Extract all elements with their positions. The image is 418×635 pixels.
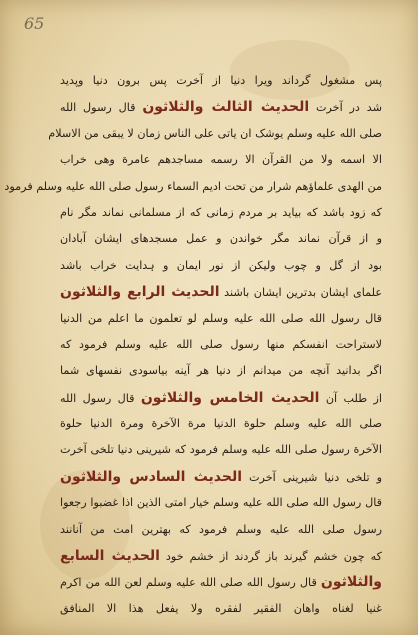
text-line bbox=[60, 358, 382, 384]
text-line bbox=[60, 94, 382, 120]
body-text: غنیا لغناه واهان الفقیر لفقره ولا یفعل هذا الا المنافق bbox=[60, 601, 382, 615]
body-text: رسول صلی الله علیه وسلم فرمود که بهترین امت من آنانند bbox=[60, 522, 382, 536]
text-line bbox=[60, 490, 382, 516]
body-text: علمای ایشان بدترین ایشان باشند bbox=[219, 286, 383, 300]
rubric-heading: الحدیث الرابع والثلاثون bbox=[60, 284, 220, 301]
body-text: قال رسول الله صلی الله علیه وسلم لو تعلمون ما اعلم من الدنیا bbox=[60, 311, 382, 325]
text-line bbox=[60, 226, 382, 252]
body-text: قال رسول الله صلی الله علیه وسلم لعن الله من اکرم bbox=[60, 576, 321, 590]
text-line bbox=[60, 596, 382, 622]
rubric-heading: الحدیث السابع bbox=[60, 548, 160, 565]
body-text: پس مشغول گرداند ویرا دنیا از آخرت پس برون دنیا وپدید bbox=[60, 74, 382, 87]
text-line bbox=[60, 569, 382, 595]
text-line bbox=[60, 253, 382, 279]
body-text: الآخرة رسول صلی الله علیه وسلم فرمود که شیرینی دنیا تلخی آخرت bbox=[60, 443, 382, 457]
body-text: قال رسول الله bbox=[60, 101, 143, 115]
manuscript-text-block bbox=[4, 68, 383, 622]
text-line bbox=[60, 147, 382, 173]
folio-number: 65 bbox=[24, 14, 45, 33]
text-line bbox=[60, 464, 382, 490]
text-line bbox=[60, 437, 382, 463]
body-text: قال رسول الله bbox=[60, 391, 141, 405]
body-text: اگر بدانید آنچه من میدانم از دنیا هر آینه بیاسودی نفسهای شما bbox=[60, 364, 382, 378]
text-line bbox=[60, 385, 382, 411]
rubric-heading: الحدیث السادس والثلاثون bbox=[60, 468, 243, 485]
text-line bbox=[60, 68, 382, 94]
text-line bbox=[60, 543, 382, 569]
body-text: صلی الله علیه وسلم حلوة الدنیا مرة الآخرة ومرة الدنیا حلوة bbox=[60, 417, 382, 431]
rubric-heading: الحدیث الثالث والثلاثون bbox=[142, 99, 310, 116]
body-text: از طلب آن bbox=[319, 391, 382, 405]
body-text: صلی الله علیه وسلم یوشک ان یاتی علی الناس زمان لا یبقی من الاسلام bbox=[48, 126, 382, 140]
text-line bbox=[60, 279, 382, 305]
text-line bbox=[60, 411, 382, 437]
body-text: قال رسول الله صلی الله علیه وسلم خیار امتی الذین اذا غضبوا رجعوا bbox=[60, 496, 382, 510]
body-text: که زود باشد که بیاید بر مردم زمانی که از مسلمانی نماند مگر نام bbox=[60, 205, 382, 219]
body-text: لاستراحت انفسکم منها رسول صلی الله علیه وسلم فرمود که bbox=[60, 337, 382, 351]
text-line bbox=[60, 332, 382, 358]
body-text: الا اسمه ولا من القرآن الا رسمه مساجدهم عامرة وهی خراب bbox=[60, 153, 382, 167]
body-text: من الهدی علماؤهم شرار من تحت ادیم السماء رسول صلی الله علیه وسلم فرمود bbox=[4, 179, 382, 193]
text-line bbox=[60, 517, 382, 543]
text-line bbox=[48, 121, 382, 147]
text-line bbox=[60, 200, 382, 226]
body-text: و تلخی دنیا شیرینی آخرت bbox=[242, 470, 382, 484]
text-line bbox=[4, 174, 382, 200]
rubric-heading: والثلاثون bbox=[320, 574, 382, 591]
text-line bbox=[60, 306, 382, 332]
body-text: که چون خشم گیرند باز گردند از خشم خود bbox=[159, 550, 382, 564]
body-text: بود از گل و چوب ولیکن از نور ایمان و ہدایت خراب باشد bbox=[60, 258, 382, 272]
body-text: و از قرآن نماند مگر خواندن و عمل مسجدهای ایشان آبادان bbox=[60, 232, 382, 246]
rubric-heading: الحدیث الخامس والثلاثون bbox=[140, 389, 320, 406]
body-text: شد در آخرت bbox=[309, 101, 382, 115]
